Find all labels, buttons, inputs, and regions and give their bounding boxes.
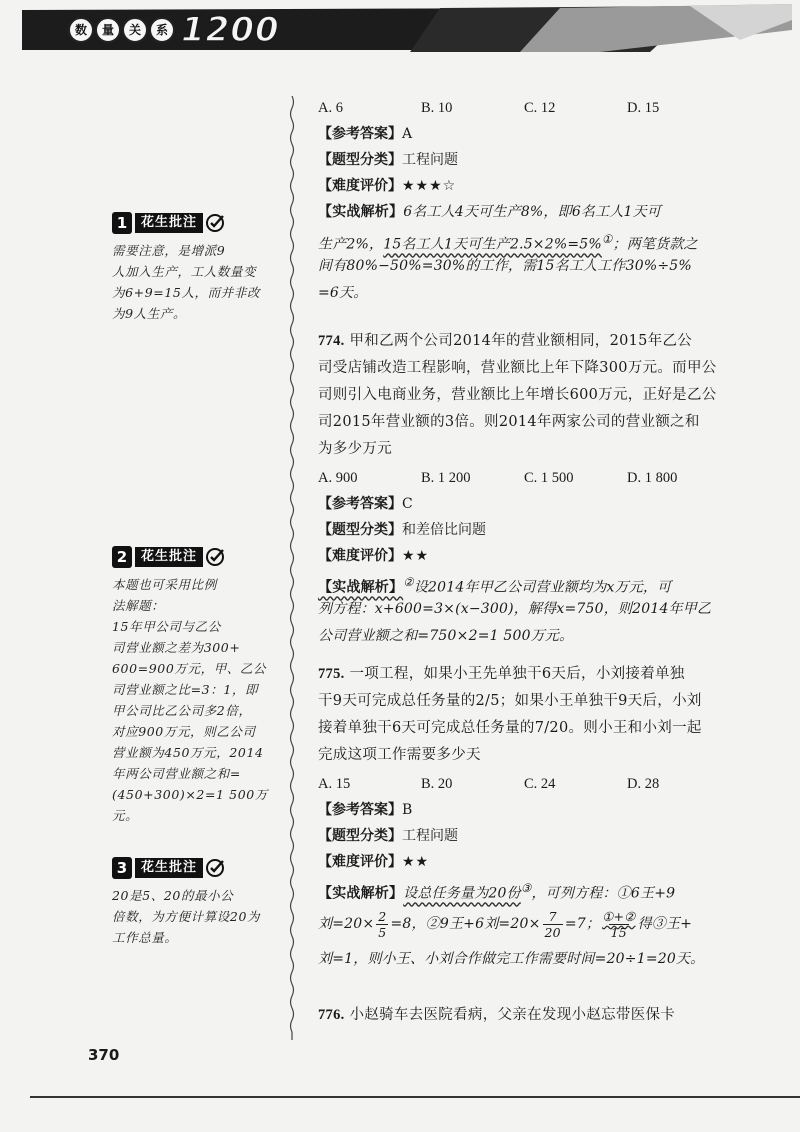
note-label: 花生批注 xyxy=(135,547,203,567)
fraction-numerator: 7 xyxy=(548,908,557,924)
type-row xyxy=(318,147,754,173)
type-value: 工程问题 xyxy=(402,828,458,844)
difficulty-stars: ★★ xyxy=(402,548,430,564)
analysis-text: 设2014年甲乙公司营业额均为x万元，可 xyxy=(413,579,672,596)
note-body: 需要注意，是增派9 人加入生产，工人数量变 为6+9=15人，而并非改 为9人生产。 xyxy=(112,243,261,321)
option-a: A. 15 xyxy=(318,776,351,792)
question-line: 一项工程，如果小王先单独干6天后，小刘接着单独 xyxy=(349,666,685,682)
difficulty-label: 【难度评价】 xyxy=(318,178,402,194)
answer-row xyxy=(318,491,754,517)
analysis-block xyxy=(318,199,754,307)
difficulty-label: 【难度评价】 xyxy=(318,854,402,870)
pen-check-icon xyxy=(205,547,227,567)
analysis-text: 刘=20× xyxy=(318,916,375,932)
analysis-fraction-line xyxy=(318,902,754,946)
fraction-denominator: 20 xyxy=(544,924,561,940)
note-number: 1 xyxy=(112,212,132,234)
note-body: 本题也可采用比例 法解题： 15年甲公司与乙公 司营业额之差为300+ 600=900万元，甲、乙公 司营业额之比=3：1，即 甲公司比乙公司多2倍， 对应900万元，则乙公司 营业额为450万元，2014 年两公司营业额之和= (450+300)×2=1 500万元。 xyxy=(112,577,268,823)
title-kanji xyxy=(68,17,175,43)
option-b: B. 1 200 xyxy=(421,470,471,486)
title-char: 数 xyxy=(68,17,94,43)
answer-row xyxy=(318,797,754,823)
type-row xyxy=(318,823,754,849)
note-number: 2 xyxy=(112,546,132,568)
analysis-text: =7； xyxy=(564,916,601,932)
option-d: D. 28 xyxy=(627,776,660,792)
title-char: 系 xyxy=(149,17,175,43)
difficulty-label: 【难度评价】 xyxy=(318,548,402,564)
fraction-sum-15 xyxy=(602,909,636,940)
option-c: C. 24 xyxy=(524,776,556,792)
title-number: 1200 xyxy=(181,10,280,50)
answer-label: 【参考答案】 xyxy=(318,496,402,512)
note-body: 20是5、20的最小公 倍数，为方便计算设20为 工作总量。 xyxy=(112,888,261,945)
option-c: C. 12 xyxy=(524,100,556,116)
analysis-text: 6名工人4天可生产8%，即6名工人1天可 xyxy=(403,204,662,220)
option-b: B. 20 xyxy=(421,776,453,792)
header-banner xyxy=(0,0,800,60)
pen-check-icon xyxy=(205,213,227,233)
note-label: 花生批注 xyxy=(135,858,203,878)
type-value: 工程问题 xyxy=(402,152,458,168)
options-row xyxy=(318,465,754,491)
option-b: B. 10 xyxy=(421,100,453,116)
question-line: 干9天可完成总任务量的2/5；如果小王单独干9天后，小刘 xyxy=(318,693,702,709)
fraction-7-20 xyxy=(543,909,563,940)
difficulty-stars: ★★ xyxy=(402,854,430,870)
question-774 xyxy=(318,328,754,650)
answer-value: B xyxy=(402,802,413,818)
footnote-mark: ② xyxy=(403,575,414,589)
option-d: D. 15 xyxy=(627,100,660,116)
analysis-line: =6天。 xyxy=(318,285,368,301)
fraction-denominator: 5 xyxy=(378,924,387,940)
type-value: 和差倍比问题 xyxy=(402,522,486,538)
answer-value: C xyxy=(402,496,413,512)
answer-label: 【参考答案】 xyxy=(318,126,402,142)
question-line: 完成这项工作需要多少天 xyxy=(318,747,481,763)
difficulty-row xyxy=(318,173,754,199)
difficulty-row xyxy=(318,849,754,875)
option-d: D. 1 800 xyxy=(627,470,678,486)
question-775 xyxy=(318,661,754,973)
analysis-underlined: 15名工人1天可生产2.5×2%=5% xyxy=(383,236,602,253)
analysis-text: ，可列方程：①6王+9 xyxy=(531,885,676,902)
question-line: 为多少万元 xyxy=(318,441,392,457)
title-char: 量 xyxy=(95,17,121,43)
type-label: 【题型分类】 xyxy=(318,828,402,844)
side-note-2 xyxy=(112,546,282,826)
analysis-text: 生产2%， xyxy=(318,236,384,253)
difficulty-stars: ★★★☆ xyxy=(402,178,457,194)
fraction-numerator: 2 xyxy=(378,908,387,924)
question-776 xyxy=(318,1002,754,1029)
footnote-mark: ① xyxy=(601,232,613,246)
footnote-mark: ③ xyxy=(520,881,532,895)
question-line: 小赵骑车去医院看病，父亲在发现小赵忘带医保卡 xyxy=(349,1007,676,1023)
analysis-block xyxy=(318,569,754,650)
answer-row xyxy=(318,121,754,147)
analysis-text: 得③王+ xyxy=(637,916,693,932)
type-label: 【题型分类】 xyxy=(318,522,402,538)
analysis-line: 刘=1，则小王、小刘合作做完工作需要时间=20÷1=20天。 xyxy=(318,951,705,967)
analysis-text: ；两笔货款之 xyxy=(612,236,698,253)
page-number: 370 xyxy=(88,1046,120,1064)
question-text xyxy=(318,661,754,769)
option-c: C. 1 500 xyxy=(524,470,574,486)
bottom-rule xyxy=(30,1096,800,1098)
question-line: 司受店铺改造工程影响，营业额比上年下降300万元。而甲公 xyxy=(318,360,717,376)
analysis-text: =8，②9王+6刘=20× xyxy=(390,916,541,932)
analysis-label: 【实战解析】 xyxy=(318,885,404,902)
options-row xyxy=(318,95,754,121)
analysis-label: 【实战解析】 xyxy=(318,579,404,596)
analysis-label: 【实战解析】 xyxy=(318,204,404,220)
fraction-numerator: ①+② xyxy=(602,908,636,924)
analysis-block xyxy=(318,875,754,973)
options-row xyxy=(318,771,754,797)
note-label: 花生批注 xyxy=(135,213,203,233)
type-row xyxy=(318,517,754,543)
analysis-line: 公司营业额之和=750×2=1 500万元。 xyxy=(318,628,574,644)
question-773-tail xyxy=(318,95,754,307)
fraction-2-5 xyxy=(376,909,388,940)
question-number: 774. xyxy=(318,333,345,349)
difficulty-row xyxy=(318,543,754,569)
analysis-line: 列方程：x+600=3×(x−300)，解得x=750，则2014年甲乙 xyxy=(318,601,712,617)
title-char: 关 xyxy=(122,17,148,43)
question-line: 司2015年营业额的3倍。则2014年两家公司的营业额之和 xyxy=(318,414,700,430)
question-line: 司则引入电商业务，营业额比上年增长600万元，正好是乙公 xyxy=(318,387,717,403)
analysis-underlined: 设总任务量为20份 xyxy=(403,885,521,902)
note-number: 3 xyxy=(112,857,132,879)
option-a: A. 900 xyxy=(318,470,358,486)
question-number: 775. xyxy=(318,666,345,682)
question-number: 776. xyxy=(318,1007,345,1023)
analysis-line: 间有80%−50%=30%的工作，需15名工人工作30%÷5% xyxy=(318,258,692,274)
book-title xyxy=(68,12,280,48)
question-text xyxy=(318,328,754,463)
type-label: 【题型分类】 xyxy=(318,152,402,168)
column-divider xyxy=(289,96,295,1040)
question-line: 接着单独干6天可完成总任务量的7/20。则小王和小刘一起 xyxy=(318,720,702,736)
question-line: 甲和乙两个公司2014年的营业额相同，2015年乙公 xyxy=(349,333,693,349)
answer-value: A xyxy=(402,126,413,142)
fraction-denominator: 15 xyxy=(610,924,627,940)
pen-check-icon xyxy=(205,858,227,878)
side-note-1 xyxy=(112,212,282,324)
answer-label: 【参考答案】 xyxy=(318,802,402,818)
option-a: A. 6 xyxy=(318,100,343,116)
side-note-3 xyxy=(112,857,282,948)
